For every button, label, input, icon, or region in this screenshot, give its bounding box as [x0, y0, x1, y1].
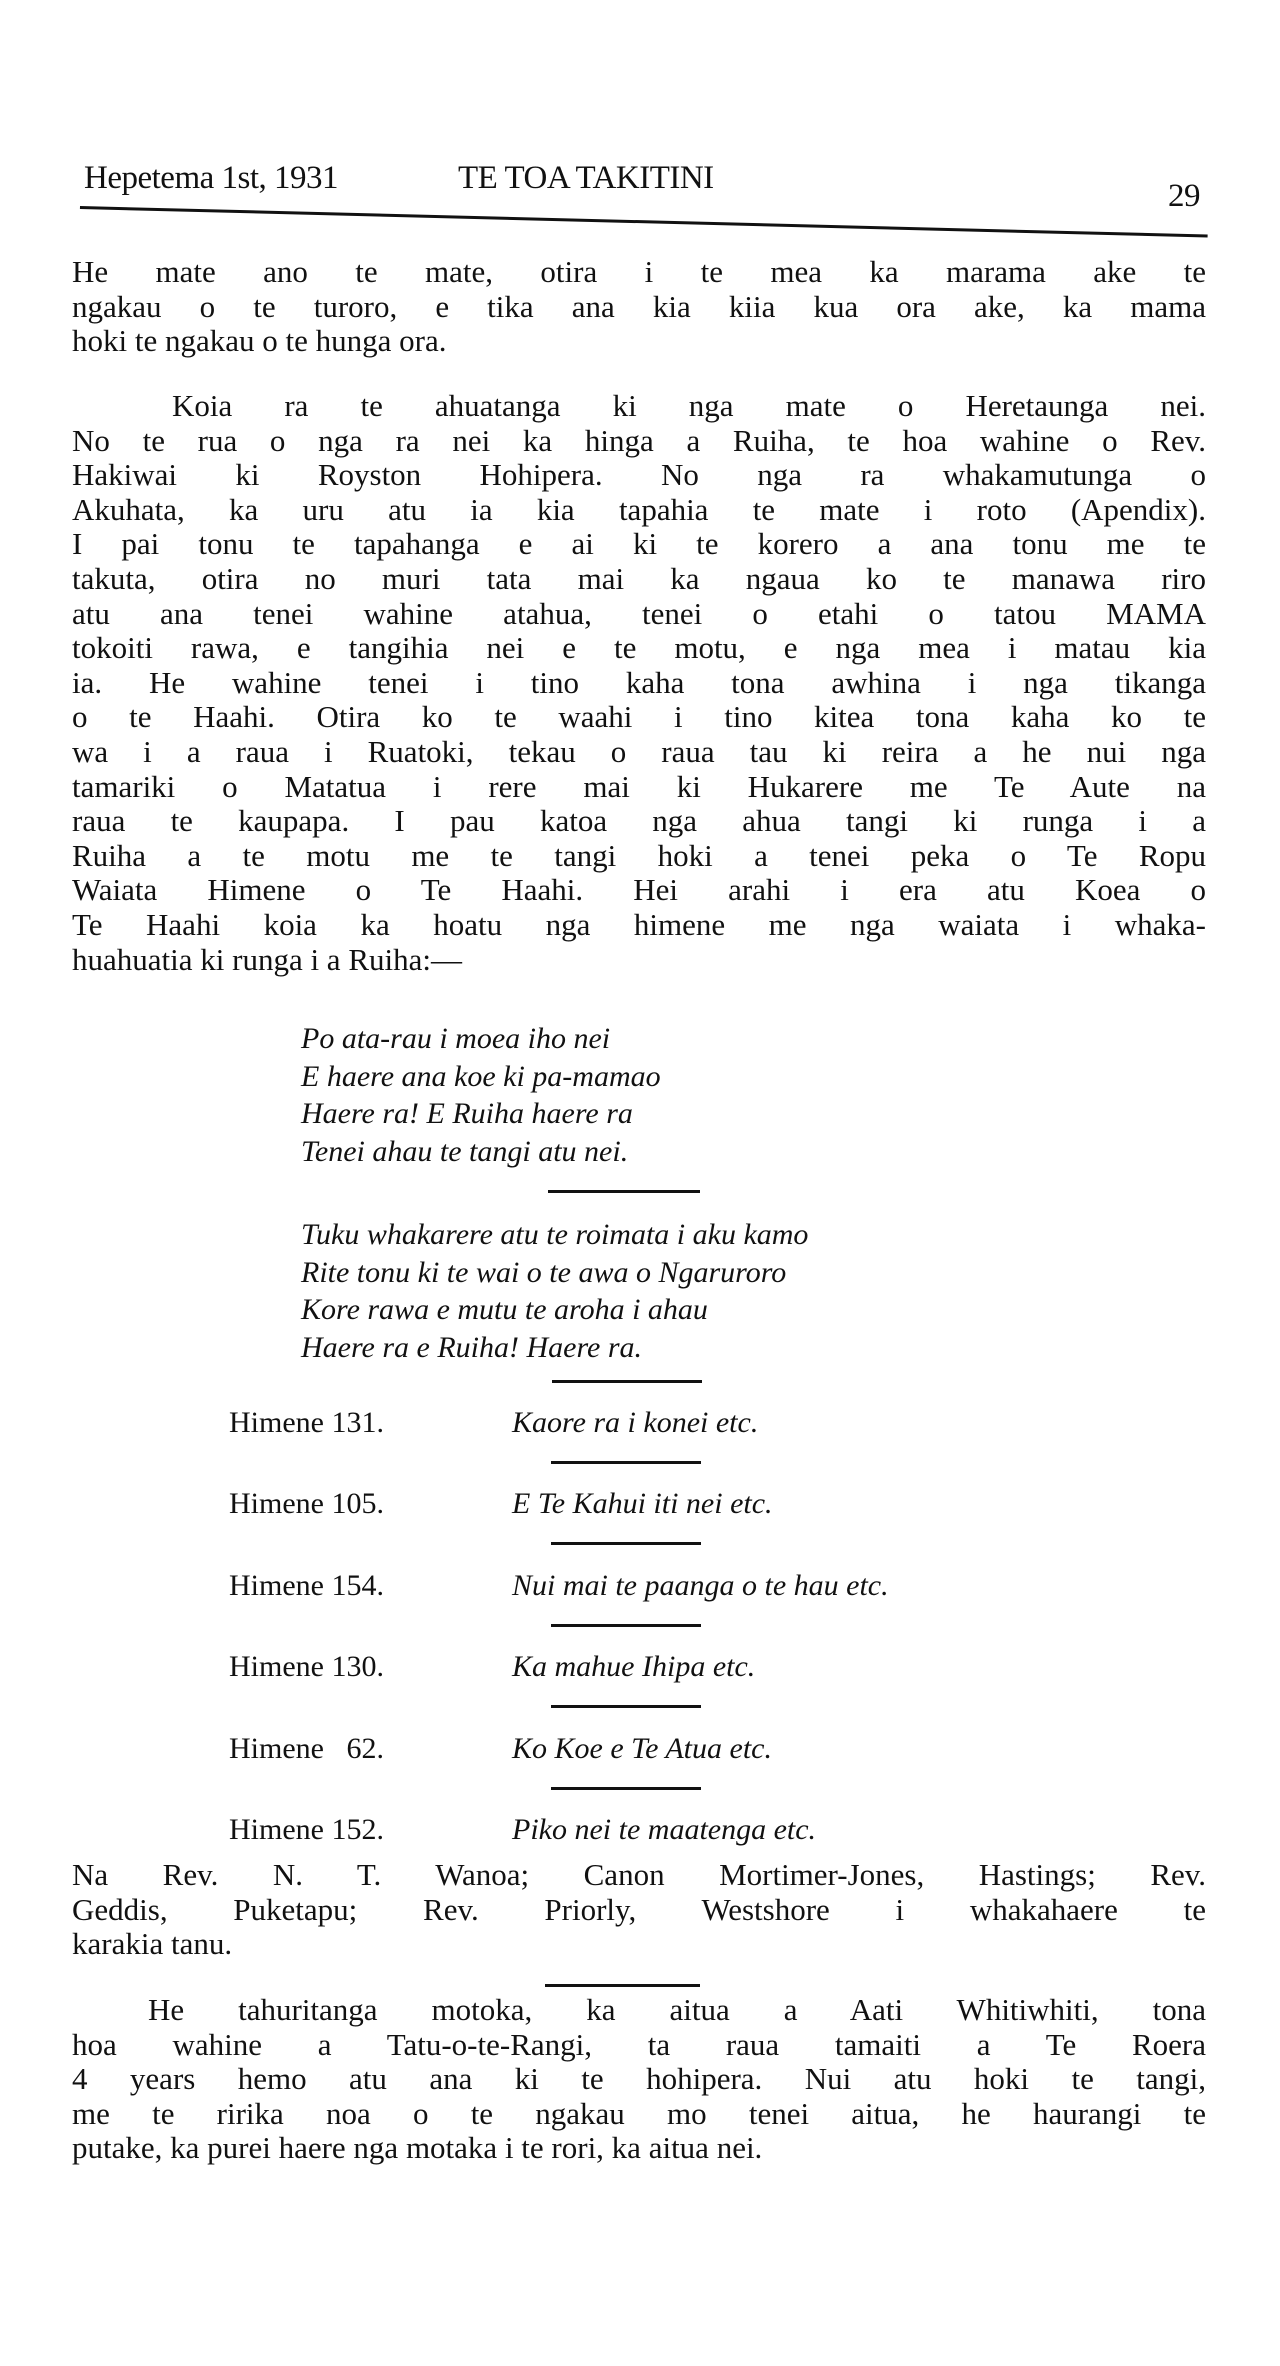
poem-line: Haere ra e Ruiha! Haere ra.: [301, 1330, 643, 1364]
hymn-entry: [229, 1403, 889, 1484]
poem-line: Tuku whakarere atu te roimata i aku kamo: [301, 1218, 809, 1251]
text-line: He tahuritanga motoka, ka aitua a Aati Whitiwhiti, tona: [148, 1992, 1206, 2027]
text-line: Ruiha a te motu me te tangi hoki a tenei peka o Te Ropu: [72, 837, 1206, 873]
hymn-title: Ko Koe e Te Atua etc.: [512, 1731, 772, 1765]
poem-line: Po ata-rau i moea iho nei: [301, 1022, 611, 1055]
paragraph-2: [72, 389, 1206, 977]
text-line: No te rua o nga ra nei ka hinga a Ruiha, te hoa wahine o Rev.: [72, 422, 1206, 458]
publication-title: TE TOA TAKITINI: [458, 160, 714, 196]
poem-line: Kore rawa e mutu te aroha i ahau: [301, 1293, 708, 1326]
hymn-number: Himene 62.: [229, 1731, 384, 1765]
text-line: I pai tonu te tapahanga e ai ki te korero a ana tonu me te: [72, 526, 1206, 562]
paragraph-3: [72, 1858, 1206, 1962]
text-line: huahuatia ki runga i a Ruiha:—: [72, 941, 462, 977]
text-line: hoki te ngakau o te hunga ora.: [72, 323, 447, 359]
text-line: Geddis, Puketapu; Rev. Priorly, Westshore i whakahaere te: [72, 1891, 1206, 1927]
hymn-number: Himene 152.: [229, 1812, 384, 1846]
text-line: 4 years hemo atu ana ki te hohipera. Nui atu hoki te tangi,: [72, 2061, 1206, 2097]
hymn-number: Himene 105.: [229, 1487, 384, 1521]
section-divider: [551, 1705, 701, 1708]
poem-line: Tenei ahau te tangi atu nei.: [301, 1134, 629, 1168]
hymn-title: Piko nei te maatenga etc.: [512, 1812, 817, 1846]
hymn-title: Nui mai te paanga o te hau etc.: [512, 1568, 889, 1602]
header-date: Hepetema 1st, 1931: [84, 160, 339, 196]
hymn-entry: [229, 1566, 889, 1647]
hymn-title: Kaore ra i konei etc.: [512, 1406, 759, 1439]
poem-line: E haere ana koe ki pa-mamao: [301, 1059, 661, 1093]
text-line: atu ana tenei wahine atahua, tenei o etahi o tatou MAMA: [72, 595, 1206, 631]
page-number: 29: [1168, 178, 1200, 214]
text-line: ia. He wahine tenei i tino kaha tona awhina i nga tikanga: [72, 664, 1206, 700]
section-divider: [551, 1542, 701, 1545]
text-line: Hakiwai ki Royston Hohipera. No nga ra whakamutunga o: [72, 457, 1206, 493]
hymn-title: E Te Kahui iti nei etc.: [512, 1487, 773, 1521]
text-line: tamariki o Matatua i rere mai ki Hukarere me Te Aute na: [72, 768, 1206, 804]
text-line: putake, ka purei haere nga motaka i te rori, ka aitua nei.: [72, 2130, 763, 2166]
section-divider: [552, 1380, 702, 1383]
section-divider: [545, 1984, 700, 1987]
header-rule: [80, 206, 1208, 238]
hymn-entry: [229, 1647, 889, 1728]
hymn-number: Himene 154.: [229, 1568, 384, 1602]
paragraph-1: [72, 255, 1206, 359]
text-line: He mate ano te mate, otira i te mea ka marama ake te: [72, 254, 1206, 289]
text-line: raua te kaupapa. I pau katoa nga ahua tangi ki runga i a: [72, 803, 1206, 839]
poem-line: Rite tonu ki te wai o te awa o Ngaruroro: [301, 1255, 787, 1289]
poem-stanza-1: [301, 1020, 661, 1170]
poem-line: Haere ra! E Ruiha haere ra: [301, 1097, 633, 1130]
section-divider: [551, 1787, 701, 1790]
text-line: Akuhata, ka uru atu ia kia tapahia te mate i roto (Apendix).: [72, 491, 1206, 527]
text-line: Te Haahi koia ka hoatu nga himene me nga waiata i whaka-: [72, 906, 1206, 942]
text-line: Waiata Himene o Te Haahi. Hei arahi i era atu Koea o: [72, 872, 1206, 908]
section-divider: [551, 1624, 701, 1627]
text-line: o te Haahi. Otira ko te waahi i tino kitea tona kaha ko te: [72, 699, 1206, 735]
hymn-number: Himene 131.: [229, 1406, 384, 1439]
text-line: me te ririka noa o te ngakau mo tenei aitua, he haurangi te: [72, 2095, 1206, 2131]
text-line: Koia ra te ahuatanga ki nga mate o Heretaunga nei.: [172, 388, 1206, 423]
text-line: hoa wahine a Tatu-o-te-Rangi, ta raua tamaiti a Te Roera: [72, 2026, 1206, 2062]
hymn-entry: [229, 1484, 889, 1565]
hymn-title: Ka mahue Ihipa etc.: [512, 1650, 756, 1684]
paragraph-4: [72, 1993, 1206, 2166]
hymn-number: Himene 130.: [229, 1650, 384, 1684]
text-line: ngakau o te turoro, e tika ana kia kiia kua ora ake, ka mama: [72, 288, 1206, 324]
text-line: karakia tanu.: [72, 1926, 233, 1962]
hymn-list: [229, 1403, 889, 1891]
poem-stanza-2: [301, 1216, 808, 1366]
text-line: tokoiti rawa, e tangihia nei e te motu, e nga mea i matau kia: [72, 630, 1206, 666]
text-line: Na Rev. N. T. Wanoa; Canon Mortimer-Jones, Hastings; Rev.: [72, 1857, 1206, 1892]
text-line: takuta, otira no muri tata mai ka ngaua ko te manawa riro: [72, 560, 1206, 596]
section-divider: [548, 1190, 700, 1193]
section-divider: [551, 1461, 701, 1464]
hymn-entry: [229, 1729, 889, 1810]
text-line: wa i a raua i Ruatoki, tekau o raua tau ki reira a he nui nga: [72, 733, 1206, 769]
